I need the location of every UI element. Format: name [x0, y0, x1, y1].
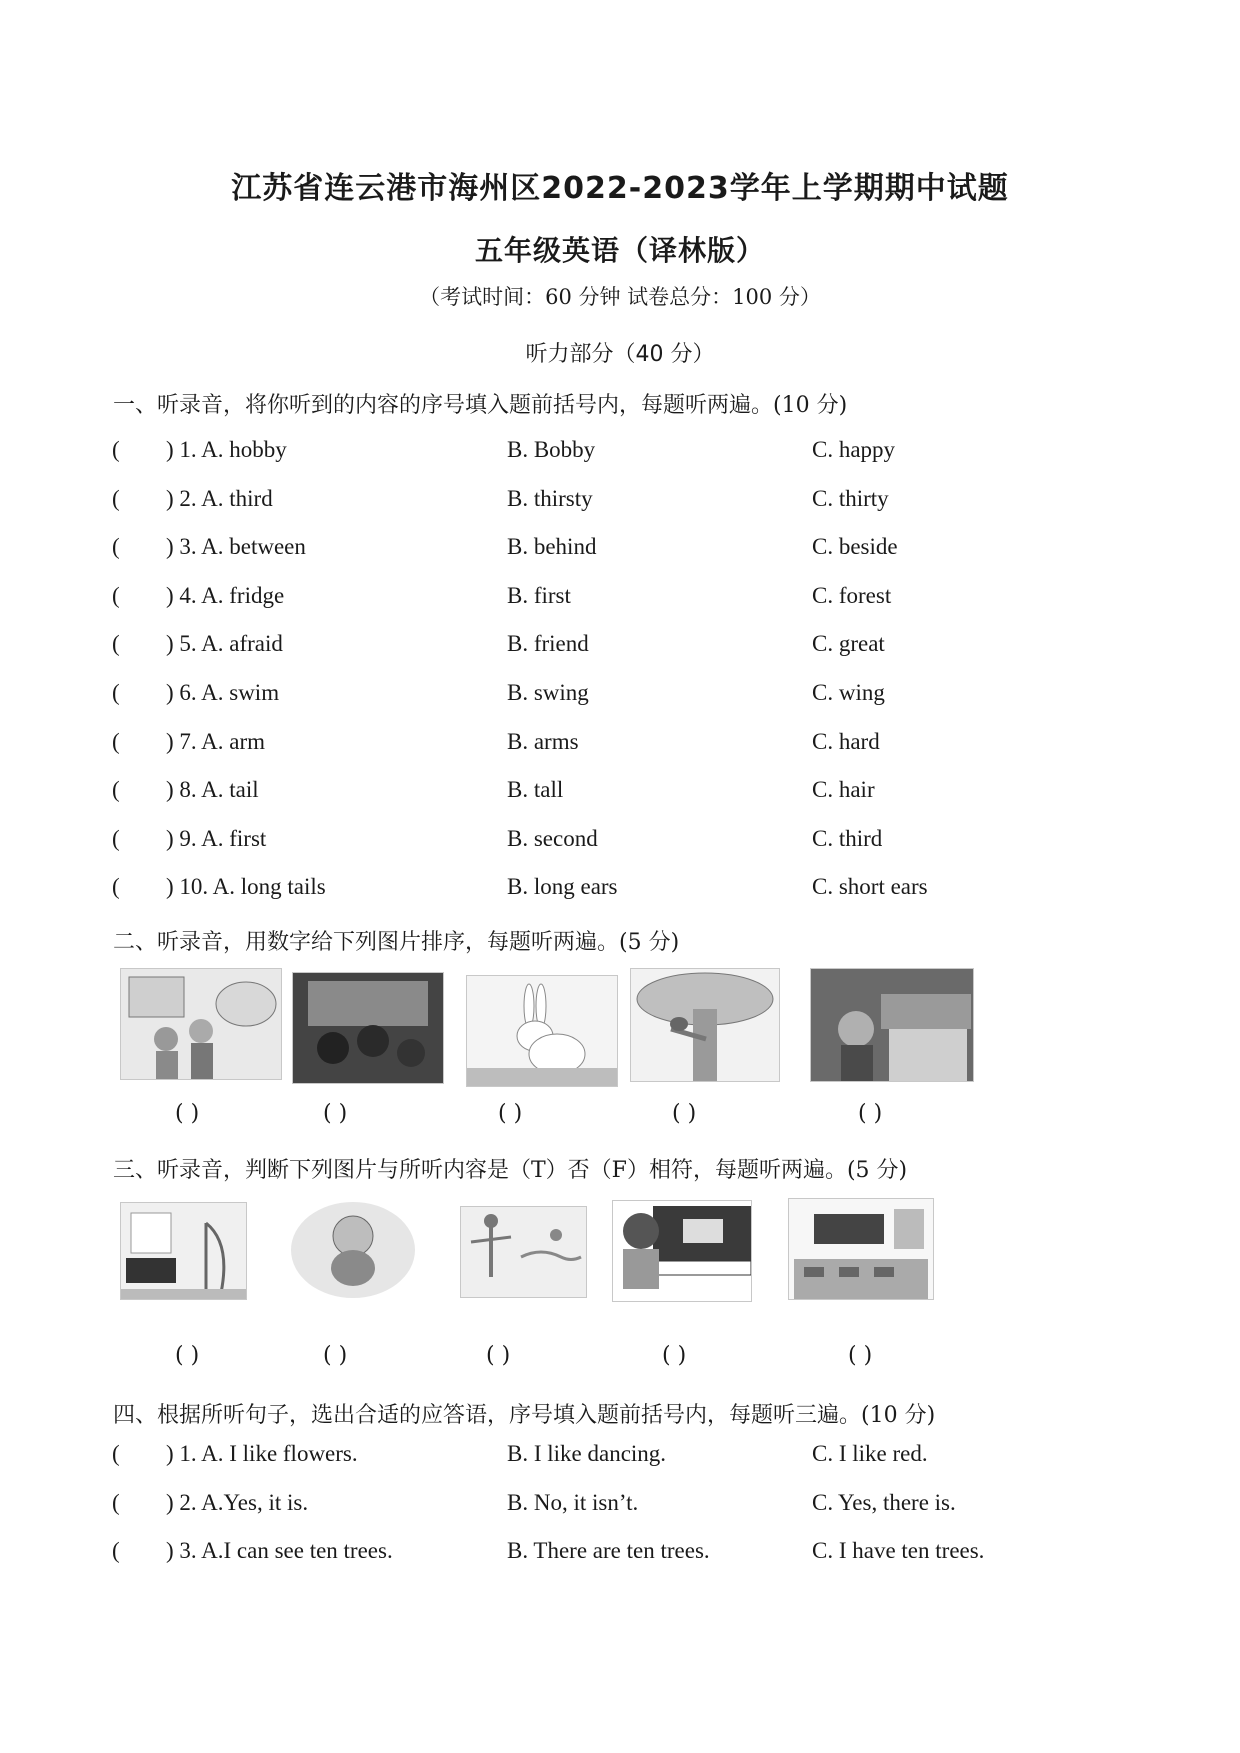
rabbit-icon — [466, 975, 618, 1087]
question-row — [112, 1441, 1132, 1475]
answer-bracket[interactable]: ( — [112, 631, 120, 657]
question-row — [112, 826, 1132, 860]
section2-heading: 二、听录音，用数字给下列图片排序，每题听两遍。(5 分) — [113, 930, 680, 955]
section3-answer-blank[interactable]: ( ) — [662, 1343, 687, 1368]
answer-bracket[interactable]: ( — [112, 777, 120, 803]
question-option-a: ) 5. A. afraid — [166, 631, 283, 657]
music-room-icon — [120, 1202, 247, 1300]
question-option-b: B. long ears — [507, 874, 618, 900]
section4-heading: 四、根据所听句子，选出合适的应答语，序号填入题前括号内，每题听三遍。(10 分) — [113, 1403, 936, 1428]
answer-bracket[interactable]: ( — [112, 1489, 120, 1515]
section3-answer-blank[interactable]: ( ) — [175, 1343, 200, 1368]
question-option-c: C. I have ten trees. — [812, 1538, 985, 1563]
answer-bracket[interactable]: ( — [112, 437, 120, 462]
question-option-b: B. thirsty — [507, 485, 593, 511]
question-option-c: C. beside — [812, 534, 898, 560]
question-option-c: C. happy — [812, 437, 896, 462]
section3-answer-blank[interactable]: ( ) — [486, 1343, 511, 1368]
question-option-c: C. great — [812, 631, 885, 657]
question-option-a: ) 3. A. between — [166, 534, 306, 560]
question-option-b: B. I like dancing. — [507, 1441, 667, 1466]
answer-bracket[interactable]: ( — [112, 582, 120, 608]
boy-playing-piano-icon — [612, 1200, 752, 1302]
section2-answer-blank[interactable]: ( ) — [498, 1101, 523, 1126]
dancing-pig-icon — [283, 1196, 423, 1304]
section3-heading: 三、听录音，判断下列图片与所听内容是（T）否（F）相符，每题听两遍。(5 分) — [113, 1158, 908, 1183]
question-option-b: B. There are ten trees. — [507, 1538, 710, 1563]
question-row — [112, 583, 1132, 617]
question-row — [112, 874, 1132, 908]
question-option-b: B. first — [507, 582, 571, 608]
girl-and-house-icon — [810, 968, 974, 1082]
listening-heading: 听力部分（40 分） — [525, 342, 715, 367]
dancing-swimming-icon — [460, 1206, 587, 1298]
answer-bracket[interactable]: ( — [112, 680, 120, 705]
question-option-c: C. wing — [812, 680, 885, 705]
exam-info: （考试时间：60 分钟 试卷总分：100 分） — [419, 285, 821, 309]
question-option-a: ) 3. A.I can see ten trees. — [166, 1538, 393, 1563]
question-option-b: B. Bobby — [507, 437, 596, 462]
question-option-c: C. hair — [812, 777, 875, 803]
section3-answer-blank[interactable]: ( ) — [848, 1343, 873, 1368]
bird-in-tree-icon — [630, 968, 780, 1082]
classroom-scene-icon — [120, 968, 282, 1080]
question-option-b: B. No, it isn’t. — [507, 1489, 639, 1515]
answer-bracket[interactable]: ( — [112, 874, 120, 900]
question-option-b: B. swing — [507, 680, 589, 705]
question-option-a: ) 4. A. fridge — [166, 582, 285, 608]
question-option-a: ) 6. A. swim — [166, 680, 280, 705]
answer-bracket[interactable]: ( — [112, 1441, 120, 1466]
answer-bracket[interactable]: ( — [112, 825, 120, 851]
answer-bracket[interactable]: ( — [112, 728, 120, 754]
question-option-b: B. tall — [507, 777, 564, 803]
answer-bracket[interactable]: ( — [112, 1538, 120, 1563]
question-row — [112, 486, 1132, 520]
section3-answer-blank[interactable]: ( ) — [323, 1343, 348, 1368]
cinema-scene-icon — [292, 972, 444, 1084]
question-option-a: ) 1. A. I like flowers. — [166, 1441, 358, 1466]
question-row — [112, 437, 1132, 471]
section1-heading: 一、听录音，将你听到的内容的序号填入题前括号内，每题听两遍。(10 分) — [113, 393, 848, 418]
question-option-c: C. forest — [812, 582, 892, 608]
question-option-a: ) 10. A. long tails — [166, 874, 326, 900]
question-option-b: B. second — [507, 825, 598, 851]
section2-answer-blank[interactable]: ( ) — [175, 1101, 200, 1126]
question-option-a: ) 2. A. third — [166, 485, 273, 511]
exam-title: 江苏省连云港市海州区2022-2023学年上学期期中试题 — [231, 171, 1009, 206]
question-option-b: B. friend — [507, 631, 589, 657]
question-row — [112, 680, 1132, 714]
question-option-c: C. thirty — [812, 485, 889, 511]
question-option-b: B. arms — [507, 728, 579, 754]
exam-subtitle: 五年级英语（译林版） — [474, 234, 765, 267]
question-row — [112, 1490, 1132, 1524]
question-option-c: C. hard — [812, 728, 880, 754]
question-option-c: C. Yes, there is. — [812, 1489, 956, 1515]
question-option-a: ) 9. A. first — [166, 825, 267, 851]
question-row — [112, 631, 1132, 665]
section2-answer-blank[interactable]: ( ) — [323, 1101, 348, 1126]
answer-bracket[interactable]: ( — [112, 534, 120, 560]
question-row — [112, 777, 1132, 811]
section2-answer-blank[interactable]: ( ) — [672, 1101, 697, 1126]
question-option-c: C. I like red. — [812, 1441, 928, 1466]
question-row — [112, 534, 1132, 568]
question-option-c: C. third — [812, 825, 883, 851]
question-option-a: ) 2. A.Yes, it is. — [166, 1489, 309, 1515]
classroom-icon — [788, 1198, 934, 1300]
answer-bracket[interactable]: ( — [112, 485, 120, 511]
section2-answer-blank[interactable]: ( ) — [858, 1101, 883, 1126]
question-row — [112, 729, 1132, 763]
question-option-a: ) 1. A. hobby — [166, 437, 287, 462]
question-row — [112, 1538, 1132, 1572]
question-option-a: ) 8. A. tail — [166, 777, 259, 803]
question-option-c: C. short ears — [812, 874, 928, 900]
question-option-b: B. behind — [507, 534, 597, 560]
question-option-a: ) 7. A. arm — [166, 728, 266, 754]
